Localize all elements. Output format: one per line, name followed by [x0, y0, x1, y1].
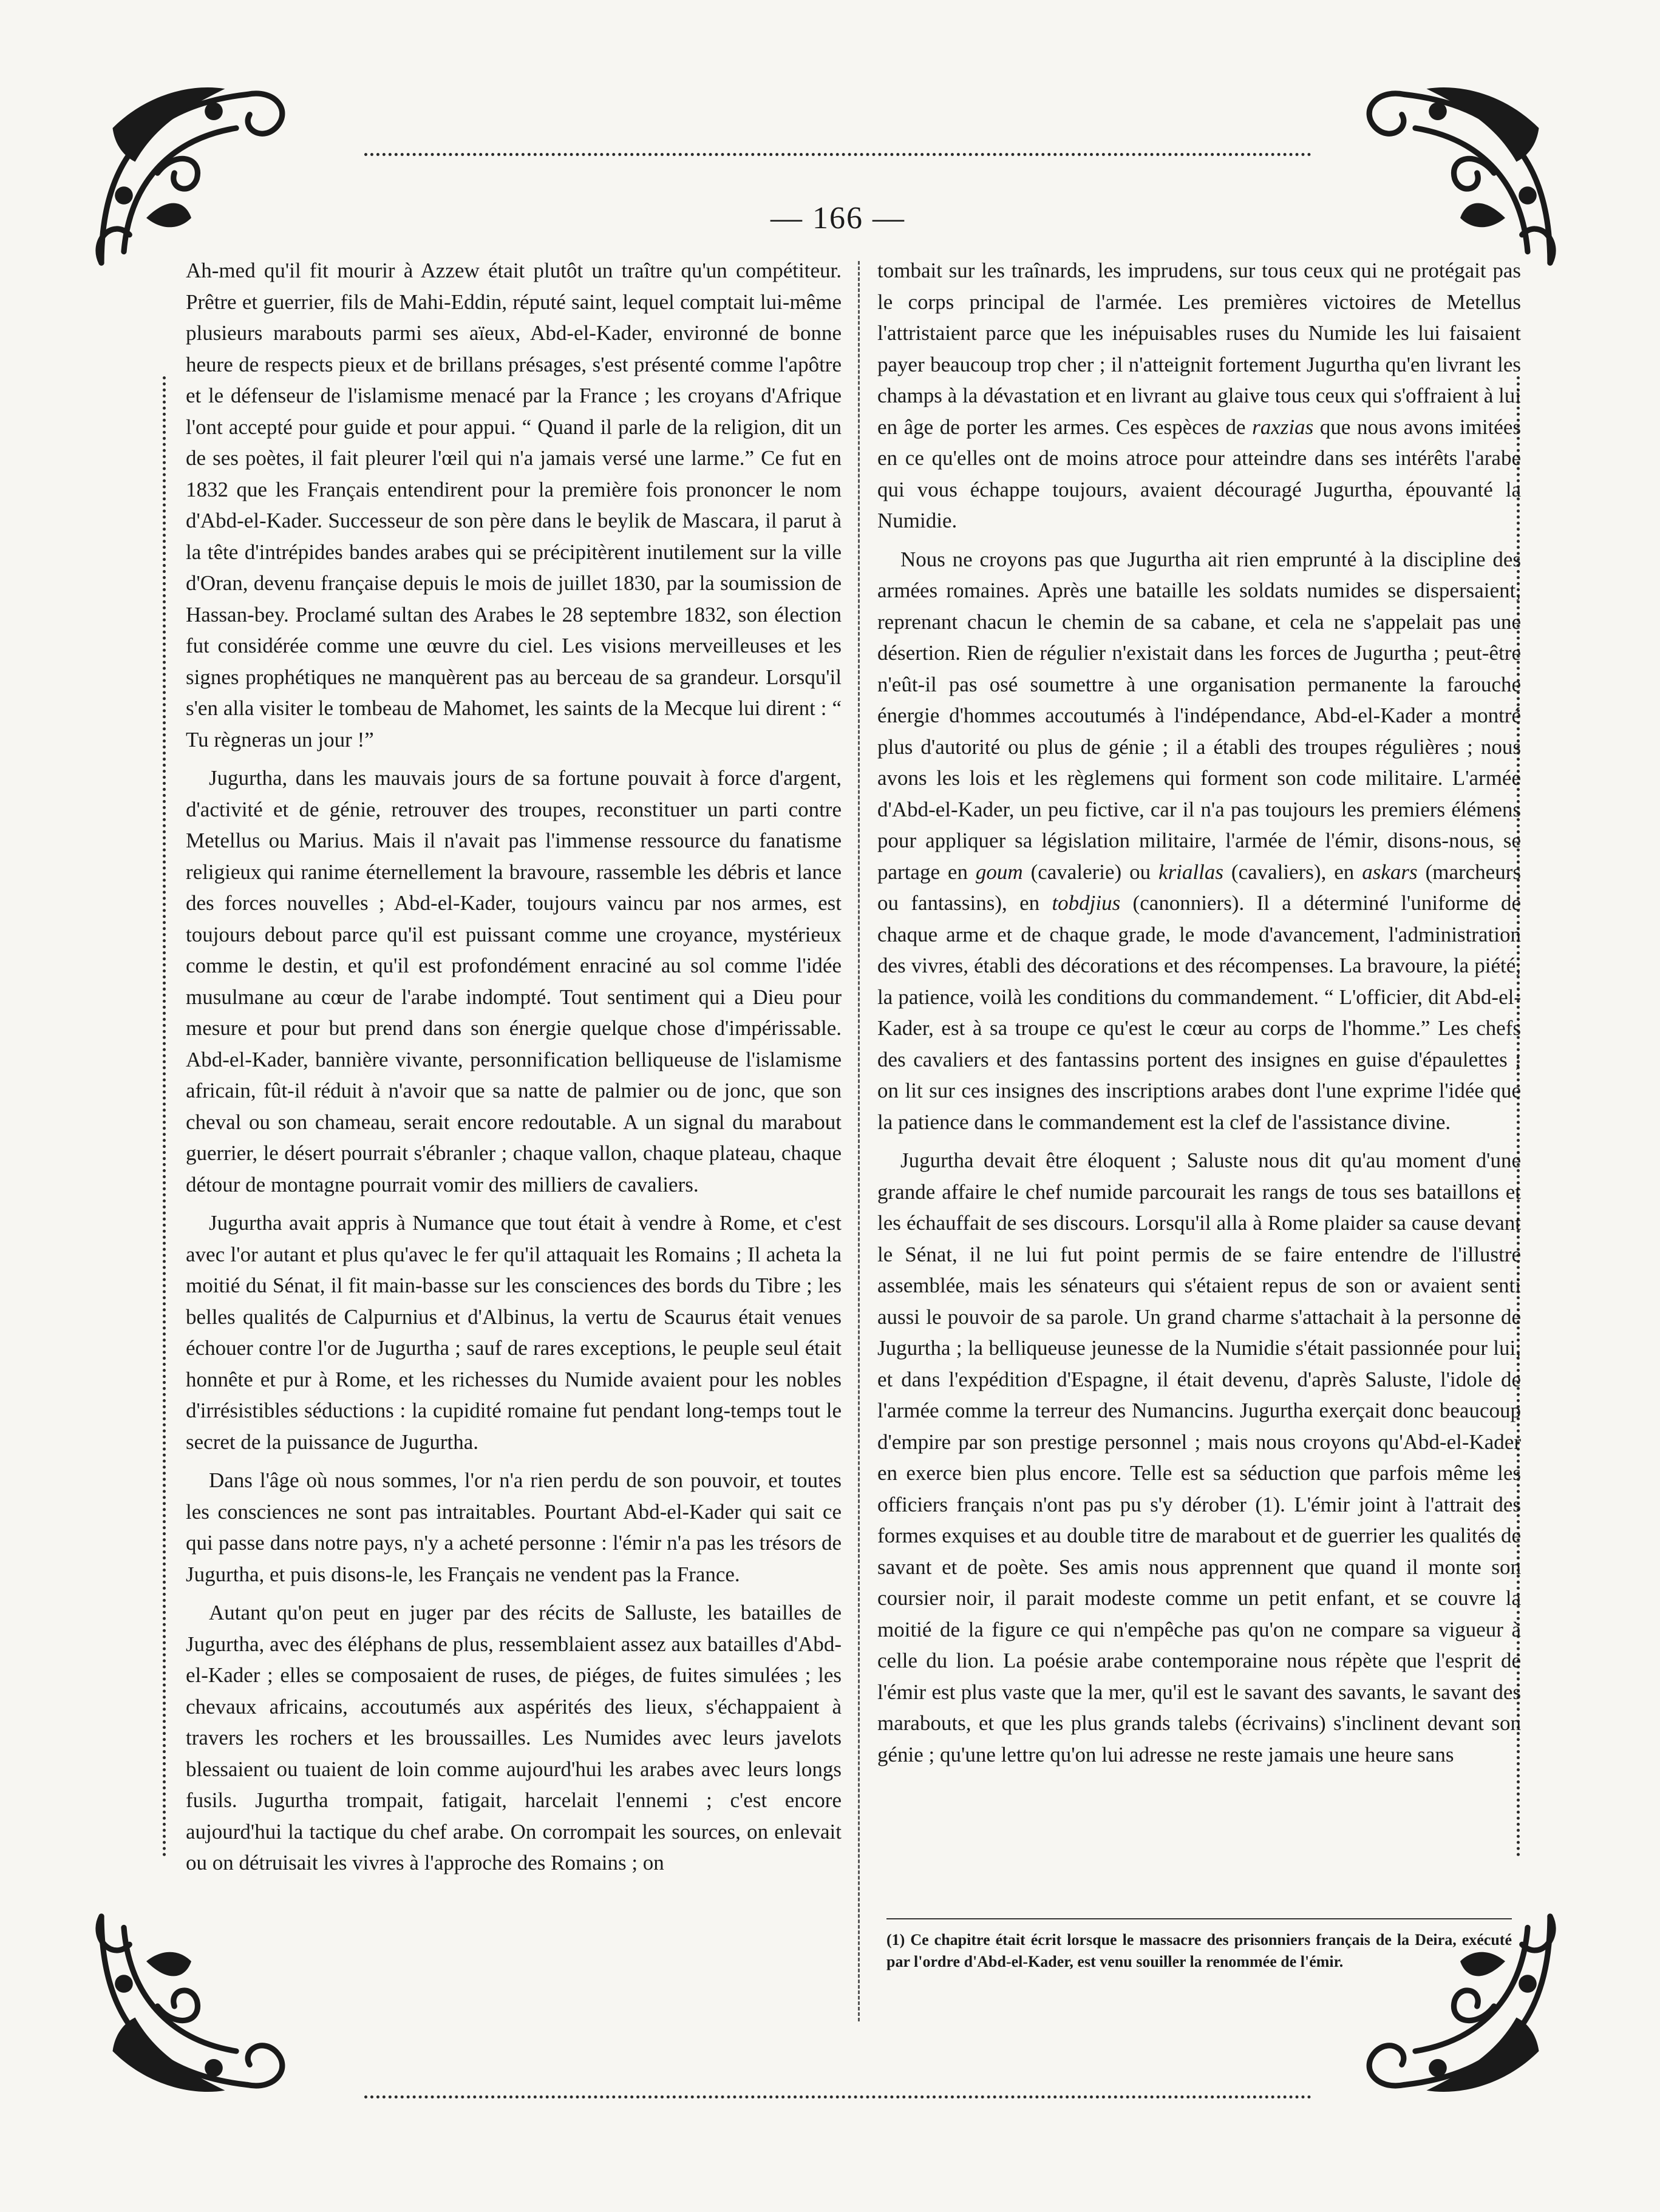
text-run: (canonniers). Il a déterminé l'uniforme de chaque arme et de chaque grade, le mode d'avancement, l'administration des vivres, établi des décorations et des récompenses. La bravoure, la piété, la patience, voilà les conditions du commandement. “ L'officier, dit Abd-el-Kader, est à sa troupe ce qu'est le cœur au corps de l'homme.” Les chefs des cavaliers et des fantassins portent des insignes en guise d'épaulettes ; on lit sur ces insignes des inscriptions arabes dont l'une exprime l'idée que la patience dans le commandement est la clef de l'assistance divine. [877, 891, 1521, 1134]
text-run: tombait sur les traînards, les imprudens, sur tous ceux qui ne protégait pas le corps principal de l'armée. Les premières victoires de Metellus l'attristaient parce que les inépuisables ruses du Numide les lui faisaient payer beaucoup trop cher ; il n'atteignit fortement Jugurtha qu'en livrant les champs à la dévastation et en livrant au glaive tous ceux qui s'offraient à lui en âge de porter les armes. Ces espèces de [877, 259, 1521, 439]
ornament-top-left-icon [79, 61, 304, 285]
italic-term: askars [1362, 860, 1418, 884]
right-column [877, 255, 1521, 1777]
ornament-top-right-icon [1348, 61, 1573, 285]
left-paragraph: Jugurtha avait appris à Numance que tout était à vendre à Rome, et c'est avec l'or autant et plus qu'avec le fer qu'il attaquait les Romains ; Il acheta la moitié du Sénat, il fit main-basse sur les consciences des bords du Tibre ; les belles qualités de Calpurnius et d'Albinus, la vertu de Scaurus était venues échouer contre l'or de Jugurtha ; sauf de rares exceptions, le peuple seul était honnête et pur à Rome, et les richesses du Numide avaient pour les nobles d'irrésistibles séductions : la cupidité romaine fut pendant long-temps tout le secret de la puissance de Jugurtha. [186, 1211, 842, 1454]
text-run: (marcheurs ou fantassins), en [877, 860, 1521, 915]
text-run: Nous ne croyons pas que Jugurtha ait rien emprunté à la discipline des armées romaines. Après une bataille les soldats numides se dispersaient, reprenant chacun le chemin de sa cabane, et cela ne s'appelait pas une désertion. Rien de régulier n'existait dans les forces de Jugurtha ; peut-être n'eût-il pas osé soumettre à une organisation permanente la farouche énergie d'hommes accoutumés à l'indépendance, Abd-el-Kader a montré plus d'autorité ou plus de génie ; il a établi des troupes régulières ; nous avons les lois et les règlemens qui forment son code militaire. L'armée d'Abd-el-Kader, un peu fictive, car il n'a pas toujours les premiers élémens pour appliquer sa législation militaire, l'armée de l'émir, disons-nous, se partage en [877, 547, 1521, 884]
left-paragraph: Autant qu'on peut en juger par des récits de Salluste, les batailles de Jugurtha, avec des éléphans de plus, ressemblaient assez aux batailles d'Abd-el-Kader ; elles se composaient de ruses, de piéges, de fuites simulées ; les chevaux africains, accoutumés aux aspérités des lieux, s'échappaient à travers les rochers et les broussailles. Les Numides avec leurs javelots blessaient ou tuaient de loin comme aujourd'hui les arabes avec leurs longs fusils. Jugurtha trompait, fatigait, harcelait l'ennemi ; c'est encore aujourd'hui la tactique du chef arabe. On corrompait les sources, on enlevait ou on détruisait les vivres à l'approche des Romains ; on [186, 1601, 842, 1874]
ornament-bottom-left-icon [79, 1894, 304, 2119]
text-run: (cavalerie) ou [1022, 860, 1159, 884]
top-border-rule [364, 153, 1311, 156]
page-number: — 166 — [770, 201, 905, 236]
right-paragraph [877, 255, 1521, 537]
left-paragraph: Ah-med qu'il fit mourir à Azzew était plutôt un traître qu'un compétiteur. Prêtre et guerrier, fils de Mahi-Eddin, réputé saint, lequel comptait lui-même plusieurs marabouts parmi ses aïeux, Abd-el-Kader, environné de bonne heure de respects pieux et de brillans présages, s'est présenté comme l'apôtre et le défenseur de l'islamisme menacé par la France ; les croyans d'Afrique l'ont accepté pour guide et pour appui. “ Quand il parle de la religion, dit un de ses poètes, il fait pleurer l'œil qui n'a jamais versé une larme.” Ce fut en 1832 que les Français entendirent pour la première fois prononcer le nom d'Abd-el-Kader. Successeur de son père dans le beylik de Mascara, il parut à la tête d'intrépides bandes arabes qui se précipitèrent inutilement sur la ville d'Oran, devenu française depuis le mois de juillet 1830, par la soumission de Hassan-bey. Proclamé sultan des Arabes le 28 septembre 1832, son élection fut considérée comme une œuvre du ciel. Les visions merveilleuses et les signes prophétiques ne manquèrent pas au berceau de sa grandeur. Lorsqu'il s'en alla visiter le tombeau de Mahomet, les saints de la Mecque lui dirent : “ Tu règneras un jour !” [186, 259, 842, 751]
ornament-bottom-right-icon [1348, 1894, 1573, 2119]
bottom-border-rule [364, 2095, 1311, 2098]
italic-term: tobdjius [1052, 891, 1121, 915]
italic-term: kriallas [1158, 860, 1223, 884]
text-run: (cavaliers), en [1223, 860, 1362, 884]
left-paragraph: Dans l'âge où nous sommes, l'or n'a rien perdu de son pouvoir, et toutes les consciences ne sont pas intraitables. Pourtant Abd-el-Kader qui sait ce qui passe dans notre pays, n'y a acheté personne : l'émir n'a pas les trésors de Jugurtha, et puis disons-le, les Français ne vendent pas la France. [186, 1468, 842, 1586]
italic-term: raxzias [1252, 415, 1314, 439]
column-divider [858, 261, 860, 2021]
right-paragraph [877, 544, 1521, 1138]
text-run: que nous avons imitées en ce qu'elles ont de moins atroce pour atteindre dans ses intérêts l'arabe qui vous échappe toujours, avaient découragé Jugurtha, épouvanté la Numidie. [877, 415, 1521, 532]
footnote: (1) Ce chapitre était écrit lorsque le massacre des prisonniers français de la Deira, exécuté par l'ordre d'Abd-el-Kader, est venu souiller la renommée de l'émir. [886, 1931, 1512, 1970]
right-paragraph: Jugurtha devait être éloquent ; Saluste nous dit qu'au moment d'une grande affaire le chef numide parcourait les rangs de tous ses bataillons et les échauffait de ses discours. Lorsqu'il alla à Rome plaider sa cause devant le Sénat, il ne lui fut point permis de se faire entendre de l'illustre assemblée, mais les sénateurs qui s'étaient repus de son or avaient senti aussi le pouvoir de sa parole. Un grand charme s'attachait à la personne de Jugurtha ; la belliqueuse jeunesse de la Numidie s'était passionnée pour lui, et dans l'expédition d'Espagne, il était devenu, d'après Saluste, l'idole de l'armée comme la terreur des Numancins. Jugurtha exerçait donc beaucoup d'empire par son prestige personnel ; mais nous croyons qu'Abd-el-Kader en exerce bien plus encore. Telle est sa séduction que parfois même les officiers français n'ont pas pu s'y dérober (1). L'émir joint à l'attrait des formes exquises et au double titre de marabout et de guerrier les qualités de savant et de poète. Ses amis nous apprennent que quand il monte son coursier noir, il parait modeste comme un petit enfant, et se couvre la moitié de la figure ce qui n'empêche pas qu'on ne compare sa vigueur à celle du lion. La poésie arabe contemporaine nous répète que l'esprit de l'émir est plus vaste que la mer, qu'il est le savant des savants, le savant des marabouts, et que les plus grands talebs (écrivains) s'inclinent devant son génie ; qu'une lettre qu'on lui adresse ne reste jamais une heure sans [877, 1148, 1521, 1766]
left-border-rule [163, 376, 166, 1857]
italic-term: goum [975, 860, 1023, 884]
left-paragraph: Jugurtha, dans les mauvais jours de sa fortune pouvait à force d'argent, d'activité et de génie, retrouver des troupes, reconstituer un parti contre Metellus ou Marius. Mais il n'avait pas l'immense ressource du fanatisme religieux qui ranime éternellement la bravoure, rassemble les débris et lance des forces nouvelles ; Abd-el-Kader, toujours vaincu par nos armes, est toujours debout parce qu'il est puissant comme une croyance, mystérieux comme le destin, et qu'il est profondément enraciné au sol comme l'idée musulmane au cœur de l'arabe indompté. Tout sentiment qui a Dieu pour mesure et pour but prend dans son énergie quelque chose d'impérissable. Abd-el-Kader, bannière vivante, personnification belliqueuse de l'islamisme africain, fût-il réduit à n'avoir que sa natte de palmier ou de jonc, que son cheval ou son chameau, serait encore redoutable. A un signal du marabout guerrier, le désert pourrait s'ébranler ; chaque vallon, chaque plateau, chaque détour de montagne pourrait vomir des milliers de cavaliers. [186, 766, 842, 1196]
left-column [186, 255, 842, 1886]
footnote-rule [886, 1918, 1512, 1919]
